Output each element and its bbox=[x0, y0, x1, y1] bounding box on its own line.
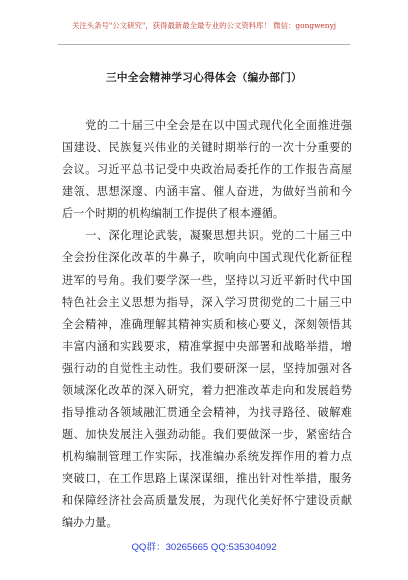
body-line: 题、加快发展注入强劲动能。我们要做深一步，紧密结合 bbox=[62, 428, 352, 442]
body-line: 领域深化改革的深入研究，着力把准改革走向和发展趋势 bbox=[62, 383, 352, 397]
footer-contact: QQ群：30265665 QQ:535304092 bbox=[131, 542, 277, 553]
body-line: 丰富内涵和实践要求，精准掌握中央部署和战略举措，增 bbox=[62, 339, 352, 353]
body-line: 强行动的自觉性主动性。我们要研深一层，坚持加强对各 bbox=[62, 361, 352, 375]
body-line: 会议。习近平总书记受中央政治局委托作的工作报告高屋 bbox=[62, 163, 352, 177]
header-banner: 关注头条号"公文研究"，获得最新最全最专业的公文资料库！ 微信：gongwenyj bbox=[71, 21, 337, 30]
body-line: 机构编制管理工作实际，找准编办系统发挥作用的着力点 bbox=[62, 450, 352, 464]
body-line: 建瓴、思想深邃、内涵丰富、催人奋进，为做好当前和今 bbox=[62, 185, 352, 199]
body-line: 编办力量。 bbox=[62, 516, 118, 530]
body-line: 进军的号角。我们要学深一些，坚持以习近平新时代中国 bbox=[62, 273, 352, 287]
body-line: 国建设、民族复兴伟业的关键时期举行的一次十分重要的 bbox=[62, 141, 352, 155]
document-body bbox=[62, 115, 352, 534]
header-divider bbox=[58, 44, 350, 45]
body-line: 特色社会主义思想为指导，深入学习贯彻党的二十届三中 bbox=[62, 295, 352, 309]
body-line: 后一个时期的机构编制工作提供了根本遵循。 bbox=[62, 207, 284, 221]
body-line: 党的二十届三中全会是在以中国式现代化全面推进强 bbox=[62, 119, 352, 132]
document-title: 三中全会精神学习心得体会（编办部门） bbox=[105, 72, 303, 84]
body-line: 一、深化理论武装，凝聚思想共识。党的二十届三中 bbox=[62, 229, 352, 243]
body-line: 突破口，在工作思路上谋深谋细，推出针对性举措，服务 bbox=[62, 472, 352, 486]
body-line: 全会扮住深化改革的牛鼻子，吹响向中国式现代化新征程 bbox=[62, 251, 352, 265]
body-line: 和保障经济社会高质量发展，为现代化美好怀宁建设贡献 bbox=[62, 494, 352, 508]
body-line: 全会精神，准确理解其精神实质和核心要义，深刻领悟其 bbox=[62, 317, 352, 331]
body-line: 指导推动各领域融汇贯通全会精神，为找寻路径、破解难 bbox=[62, 406, 352, 420]
